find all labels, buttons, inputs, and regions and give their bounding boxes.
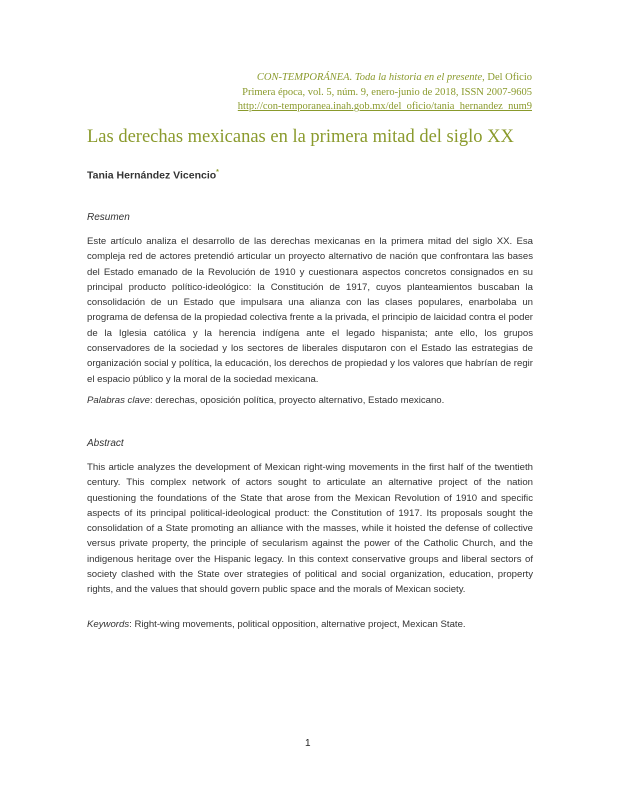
abstract-keywords-label: Keywords <box>87 619 130 630</box>
journal-header <box>238 71 532 115</box>
page-number: 1 <box>305 738 311 749</box>
journal-issue: Primera época, vol. 5, núm. 9, enero-junio de 2018, ISSN 2007-9605 <box>242 86 532 98</box>
author-footnote-mark[interactable]: * <box>216 169 219 176</box>
resumen-body: Este artículo analiza el desarrollo de las derechas mexicanas en la primera mitad del siglo XX. Esa compleja red de actores pretendió articular un proyecto alternativo de nación que confrontara las bases del Estado emanado de la Revolución de 1910 y cuestionara aspectos concretos consignados en su principal producto político-ideológico: la Constitución de 1917, cuyos planteamientos buscaban la consolidación de un Estado que impulsara una alianza con las clases populares, enarbolaba un programa de defensa de la propiedad colectiva frente a la privada, el principio de laicidad contra el poder de la Iglesia católica y la herencia indígena ante el legado hispanista; ante ello, los grupos conservadores de la sociedad y los sectores de liberales disputaron con el Estado las estrategias de organización social y política, la educación, los derechos de propiedad y los valores que habrían de regir el espacio público y la moral de la sociedad mexicana. <box>87 236 533 385</box>
resumen-keywords-label: Palabras clave <box>87 395 150 406</box>
journal-citation-line <box>238 71 532 86</box>
author-name: Tania Hernández Vicencio <box>87 169 217 182</box>
resumen-keywords-text: : derechas, oposición política, proyecto alternativo, Estado mexicano. <box>149 395 445 406</box>
article-url-link[interactable]: http://con-temporanea.inah.gob.mx/del_oficio/tania_hernandez_num9 <box>237 101 532 112</box>
article-title: Las derechas mexicanas en la primera mitad del siglo XX <box>87 127 514 147</box>
abstract-heading: Abstract <box>87 438 124 449</box>
resumen-keywords <box>87 393 533 408</box>
journal-section: , Del Oficio <box>482 72 532 83</box>
author-line <box>87 169 219 182</box>
abstract-keywords <box>87 617 533 632</box>
abstract-body: This article analyzes the development of Mexican right-wing movements in the first half of the twentieth century. This complex network of actors sought to articulate an alternative project of the nation questioning the foundations of the State that arose from the Mexican Revolution of 1910 and specific aspects of its principal political-ideological product: the Constitution of 1917. Its proposals sought the consolidation of a State promoting an alliance with the masses, while it hoisted the defense of collective versus private property, the principle of secularism against the power of the Catholic Church, and the indigenous heritage over the Hispanic legacy. In this context conservative groups and liberal sectors of society clashed with the State over strategies of political and social organization, education, property rights, and the values that should govern public space and the morals of Mexican society. <box>87 462 533 596</box>
abstract-keywords-text: : Right-wing movements, political opposition, alternative project, Mexican State. <box>129 619 466 630</box>
resumen-heading: Resumen <box>87 212 130 223</box>
journal-name: CON-TEMPORÁNEA. Toda la historia en el presente <box>256 72 483 83</box>
